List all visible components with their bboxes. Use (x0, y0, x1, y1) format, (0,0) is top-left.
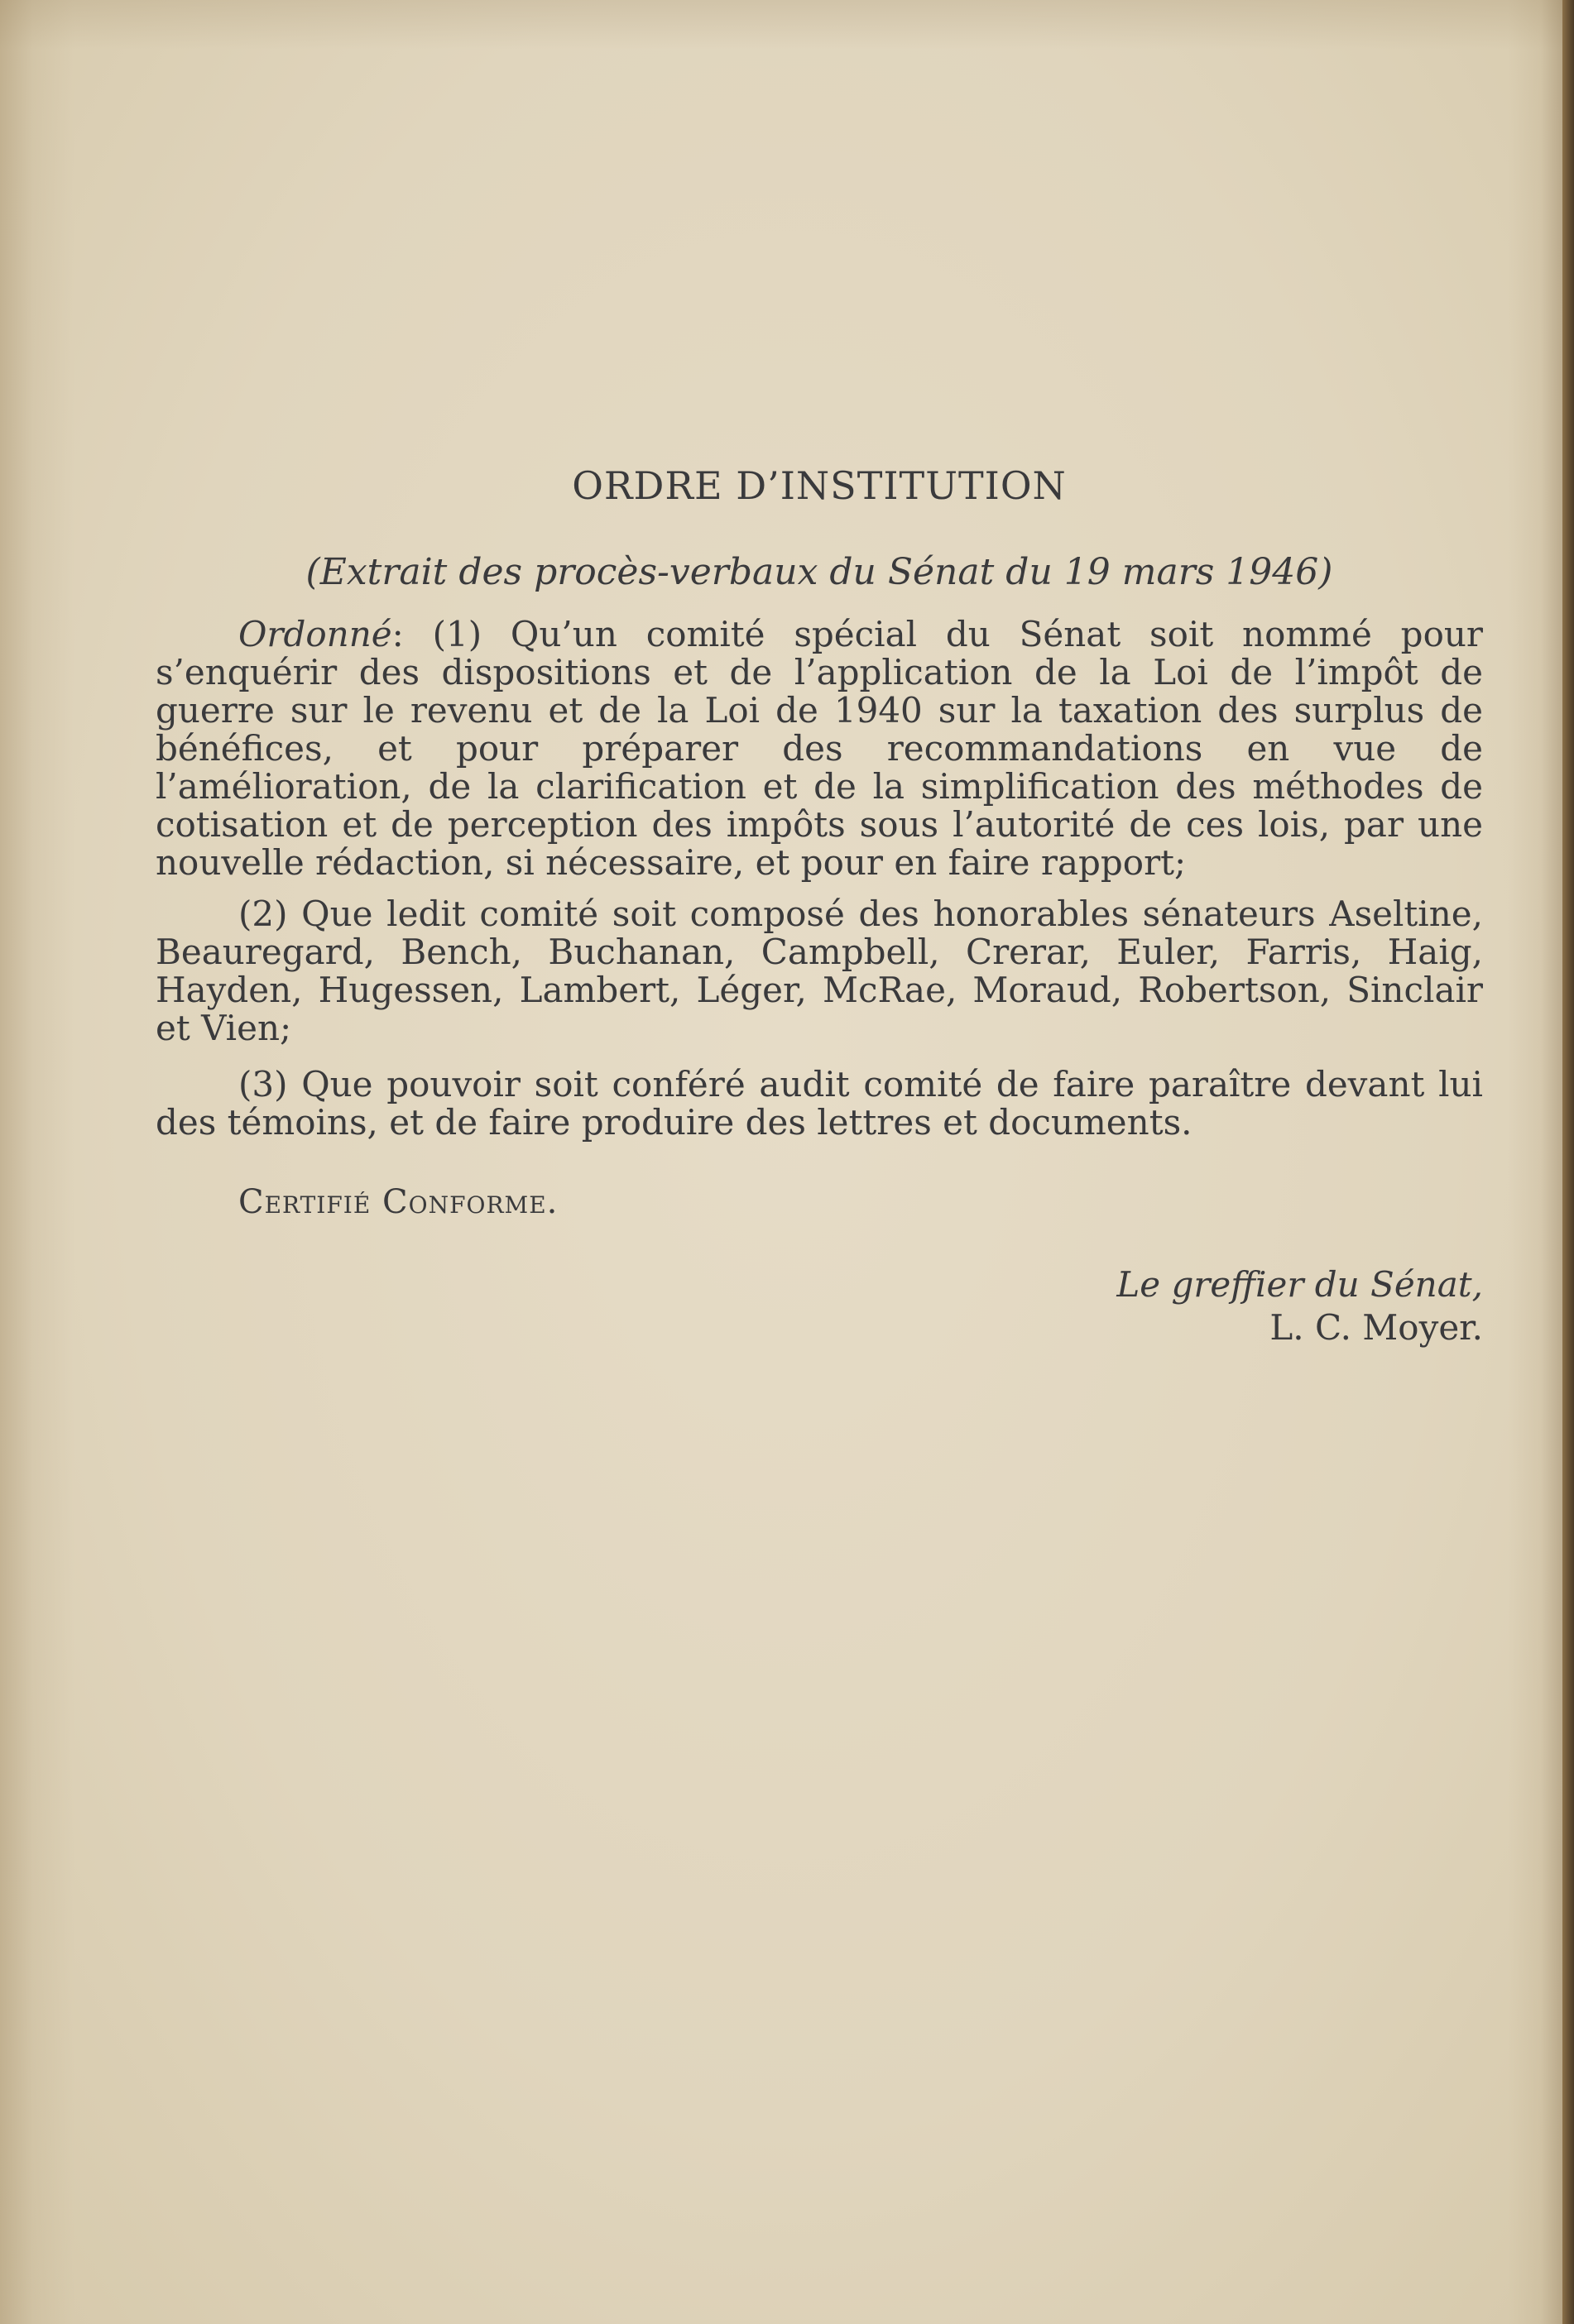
paragraph-2: (2) Que ledit comité soit composé des honorables sénateurs Aseltine, Beauregard, Bench, Buchanan, Campbell, Crerar, Euler, Farris, Haig, Hayden, Hugessen, Lambert, Léger, McRae, Moraud, Robertson, Sinclair et Vien; (156, 894, 1483, 1048)
document-title: ORDRE D’INSTITUTION (572, 463, 1067, 508)
paragraph-3: (3) Que pouvoir soit conféré audit comité de faire paraître devant lui des témoins, et de faire produire des lettres et documents. (156, 1064, 1483, 1143)
signature-name: L. C. Moyer. (1269, 1307, 1483, 1348)
certification-line: Certifié Conforme. (238, 1183, 559, 1221)
document-subtitle: (Extrait des procès-verbaux du Sénat du 19 mars 1946) (305, 551, 1333, 593)
signature-title: Le greffier du Sénat, (1116, 1264, 1483, 1305)
paragraph-1-text: : (1) Qu’un comité spécial du Sénat soit nommé pour s’enquérir des dispositions et de l’application de la Loi de l’impôt de guerre sur le revenu et de la Loi de 1940 sur la taxation des surplus de bénéfices, et pour préparer des recommandations en vue de l’amélioration, de la clarification et de la simplification des méthodes de cotisation et de perception des impôts sous l’autorité de ces lois, par une nouvelle rédaction, si nécessaire, et pour en faire rapport; (156, 614, 1483, 883)
page-binding-edge (1562, 0, 1574, 2324)
paragraph-1 (156, 616, 1483, 882)
paragraph-1-lead: Ordonné (238, 614, 392, 654)
